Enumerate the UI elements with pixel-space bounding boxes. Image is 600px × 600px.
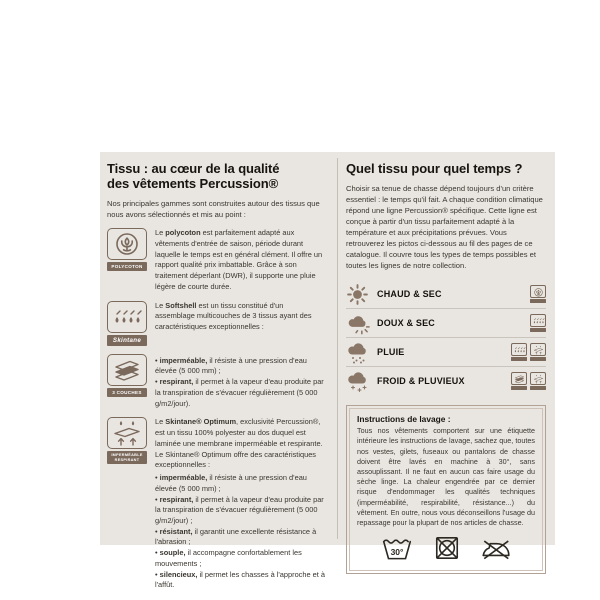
layered-fabric-icon (107, 354, 147, 386)
weather-label: FROID & PLUVIEUX (377, 376, 465, 387)
waterproof-breathable-membrane-icon (107, 417, 147, 449)
left-title-line1: Tissu : au cœur de la qualité (107, 161, 280, 176)
weather-table (346, 280, 546, 395)
weather-label: DOUX & SEC (377, 318, 436, 329)
sun-icon (346, 283, 372, 306)
do-not-iron-icon (480, 534, 512, 562)
sun-behind-cloud-icon (346, 312, 372, 335)
optimum-bullets (155, 473, 325, 591)
snow-cloud-icon (346, 369, 372, 393)
softshell-bullet-impermeable: • imperméable, il résiste à une pression d'eau élevée (5 000 mm) ; (155, 355, 307, 376)
softshell-bullet-respirant: • respirant, il permet à la vapeur d'eau produite par la transpiration de s'évacuer régulièrement (5 000 g/m2/jour). (155, 377, 324, 408)
wash-instructions-title: Instructions de lavage : (357, 414, 451, 425)
polycoton-stamp-label: POLYCOTON (107, 262, 147, 271)
wash-instructions-body: Tous nos vêtements comportent sur une étiquette intérieure les instructions de lavage, sachez que, toutes nos vestes, gilets, fuseaux ou pantalons de chasse doivent être lavés en machine à 30°, sans assouplissant. Il ne faut en aucun cas faire usage du sèche linge. La chaleur engendrée par ce dernier risque d'endommager les qualités techniques (imperméabilité, respirabilité, résistance...) du vêtement. En outre, nous vous déconseillons l'usage du repassage pour la plupart de nos articles de chasse. (357, 426, 535, 528)
weather-row-doux-sec (346, 308, 546, 337)
optimum-bullet-respirant: • respirant, il permet à la vapeur d'eau produite par la transpiration de s'évacuer régulièrement (5 000 g/m2/jour) ; (155, 494, 324, 525)
fabric-stamps (530, 314, 546, 332)
softshell-paragraph: Le Softshell est un tissu constitué d'un assemblage multicouches de 3 tissus ayant des caractéristiques exceptionnelles : (155, 300, 312, 332)
optimum-bullet-silencieux: • silencieux, il permet les chasses à l'approche et à l'affût. (155, 569, 325, 590)
left-title-line2: des vêtements Percussion® (107, 176, 279, 192)
layers-stamp-icon (511, 372, 527, 390)
fabric-stamps (511, 343, 546, 361)
catalog-spread (100, 152, 555, 590)
rain-cloud-icon (346, 340, 372, 364)
do-not-tumble-dry-icon (433, 534, 461, 562)
svg-text:30°: 30° (390, 547, 404, 558)
rain-drops-icon (107, 301, 147, 333)
section-skintane-optimum (107, 417, 325, 591)
membrane-stamp (107, 417, 147, 464)
weather-row-froid-pluvieux (346, 366, 546, 395)
section-polycoton (107, 228, 325, 292)
machine-wash-30-icon (380, 534, 414, 562)
weather-label: PLUIE (377, 347, 405, 358)
left-intro: Nos principales gammes sont construites autour des tissus que nous avons sélectionnés et mis au point : (107, 199, 320, 220)
polycoton-paragraph: Le polycoton est parfaitement adapté aux vêtements d'entrée de saison, période durant laquelle le temps est en général clément. Il offre un rapport qualité prix imbattable. Grâce à son traitement déperlant (DWR), il supporte une pluie légère de courte durée. (155, 228, 323, 291)
left-page (100, 152, 337, 591)
left-page-title (107, 161, 325, 191)
right-intro: Choisir sa tenue de chasse dépend toujours d'un critère essentiel : le temps qu'il fait. A chaque condition climatique répond une ligne Percussion® spécifique. Cette ligne est conçue à partir d'un tissu parfaitement adapté à la température et aux précipitations prévues. Vous retrouverez les pictos ci-dessous au fil des pages de ce catalogue. Il couvre tous les types de temps possibles et toutes les lignes de notre collection. (346, 184, 543, 271)
right-page-title: Quel tissu pour quel temps ? (346, 161, 523, 176)
optimum-bullet-resistant: • résistant, il garantit une excellente résistance à l'abrasion ; (155, 526, 317, 547)
skintane-optimum-block (155, 417, 325, 591)
section-3couches (107, 354, 325, 410)
skintane-stamp (107, 301, 147, 346)
membrane-stamp-label: IMPERMÉABLE RESPIRANT (107, 451, 147, 464)
skintane-stamp-label: Skintane (107, 335, 147, 346)
softshell-bullets (155, 356, 325, 410)
fabric-stamps (530, 285, 546, 303)
polycoton-stamp (107, 228, 147, 271)
section-softshell (107, 301, 325, 346)
wash-instructions-box (346, 405, 546, 574)
skintane-stamp-icon (511, 343, 527, 361)
polycoton-stamp-icon (530, 285, 546, 303)
skintane-stamp-icon (530, 314, 546, 332)
membrane-stamp-icon (530, 343, 546, 361)
optimum-paragraph: Le Skintane® Optimum, exclusivité Percussion®, est un tissu 100% polyester au dos duquel est laminée une membrane imperméable et respirante. Le Skintane® Optimum offre des caractéristiques exceptionnelles : (155, 417, 323, 470)
optimum-bullet-souple: • souple, il accompagne confortablement les mouvements ; (155, 548, 302, 568)
wash-instructions-inner (349, 408, 543, 571)
weather-row-chaud-sec (346, 280, 546, 308)
right-page (338, 152, 555, 558)
weather-label: CHAUD & SEC (377, 289, 442, 300)
membrane-stamp-icon (530, 372, 546, 390)
laundry-symbols (357, 528, 535, 564)
layers-stamp-label: 3 COUCHES (107, 388, 147, 397)
cotton-flower-icon (107, 228, 147, 260)
optimum-bullet-impermeable: • imperméable, il résiste à une pression d'eau élevée (5 000 mm) ; (155, 473, 307, 493)
weather-row-pluie (346, 337, 546, 366)
fabric-stamps (511, 372, 546, 390)
layers-stamp (107, 354, 147, 397)
